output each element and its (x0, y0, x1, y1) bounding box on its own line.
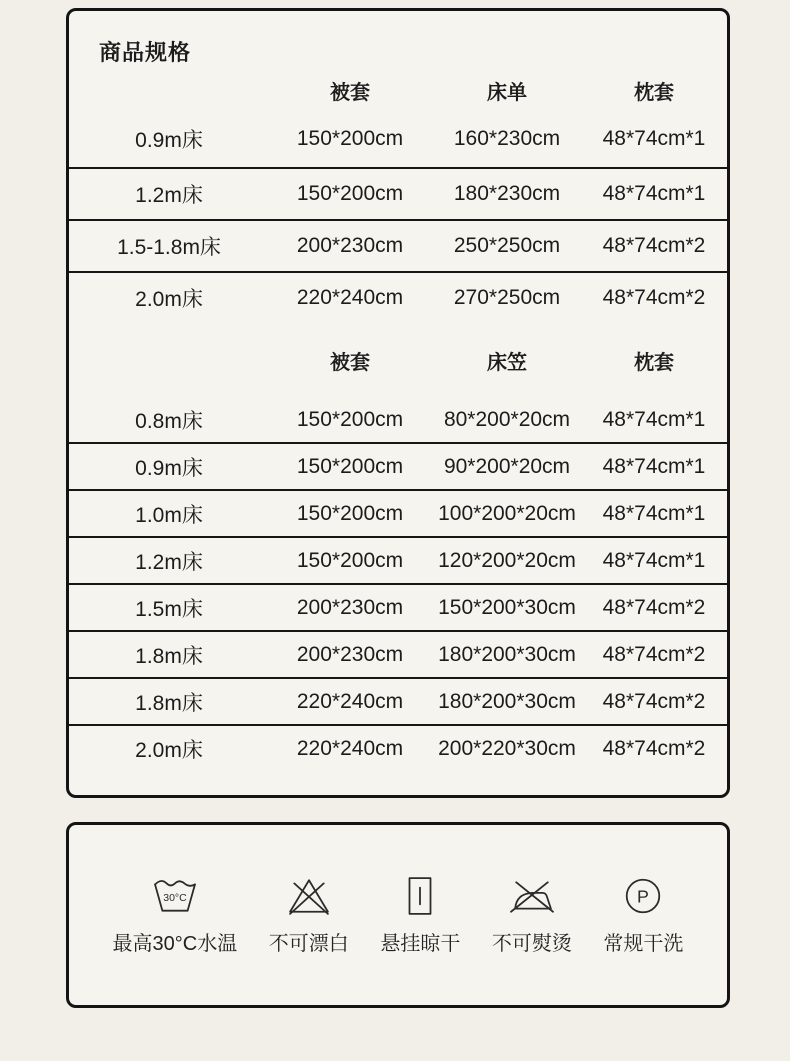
table-row (69, 444, 727, 491)
cell-bed-size: 1.0m床 (135, 503, 203, 527)
cell-duvet-cover: 220*240cm (296, 689, 404, 713)
table-row (69, 169, 727, 221)
cell-duvet-cover: 150*200cm (296, 548, 404, 572)
cell-duvet-cover: 150*200cm (296, 454, 404, 478)
cell-pillowcase: 48*74cm*2 (602, 689, 706, 713)
cell-bed-size: 2.0m床 (135, 738, 203, 762)
cell-duvet-cover: 150*200cm (296, 127, 404, 150)
table-header-row-fitted-set (69, 323, 727, 397)
care-label: 不可熨烫 (491, 933, 572, 955)
cell-pillowcase: 48*74cm*2 (602, 234, 706, 257)
cell-fitted-sheet: 120*200*20cm (438, 548, 576, 572)
table-row (69, 111, 727, 169)
table-row (69, 273, 727, 323)
cell-duvet-cover: 150*200cm (296, 501, 404, 525)
care-item-no-iron (492, 875, 572, 956)
care-label: 常规干洗 (603, 933, 684, 955)
cell-bed-size: 2.0m床 (135, 288, 203, 311)
no-bleach-icon (283, 875, 335, 917)
cell-fitted-sheet: 180*200*30cm (438, 642, 576, 666)
column-header-fitted-sheet: 床笠 (487, 351, 527, 374)
cell-bed-size: 0.9m床 (135, 129, 203, 152)
cell-bed-size: 1.5-1.8m床 (117, 236, 221, 259)
care-icon-row (69, 825, 727, 956)
cell-flat-sheet: 180*230cm (453, 182, 561, 205)
cell-bed-size: 0.8m床 (135, 409, 203, 433)
care-item-max-wash-temp (113, 875, 238, 956)
cell-bed-size: 1.2m床 (135, 550, 203, 574)
column-header-pillowcase: 枕套 (634, 351, 674, 374)
cell-fitted-sheet: 200*220*30cm (438, 736, 576, 760)
cell-flat-sheet: 160*230cm (453, 127, 561, 150)
table-row (69, 679, 727, 726)
cell-bed-size: 1.5m床 (135, 597, 203, 621)
hang-dry-icon (394, 875, 446, 917)
cell-flat-sheet: 250*250cm (453, 234, 561, 257)
care-item-no-bleach (269, 875, 349, 956)
cell-duvet-cover: 200*230cm (296, 234, 404, 257)
cell-fitted-sheet: 180*200*30cm (438, 689, 576, 713)
page-title: 商品规格 (99, 40, 192, 65)
table-header-row-sheet-set (69, 69, 727, 111)
cell-fitted-sheet: 80*200*20cm (443, 407, 571, 431)
table-row (69, 221, 727, 273)
no-iron-icon (506, 875, 558, 917)
column-header-flat-sheet: 床单 (487, 81, 527, 104)
dry-clean-icon-text: P (637, 886, 650, 907)
wash-temp-icon-text: 30°C (163, 892, 187, 905)
cell-bed-size: 1.8m床 (135, 691, 203, 715)
care-item-dry-clean (603, 875, 683, 956)
column-header-duvet-cover: 被套 (330, 351, 370, 374)
cell-bed-size: 1.8m床 (135, 644, 203, 668)
cell-pillowcase: 48*74cm*1 (602, 548, 706, 572)
cell-pillowcase: 48*74cm*1 (602, 127, 706, 150)
cell-pillowcase: 48*74cm*1 (602, 454, 706, 478)
table-row (69, 632, 727, 679)
cell-pillowcase: 48*74cm*2 (602, 736, 706, 760)
cell-pillowcase: 48*74cm*2 (602, 286, 706, 309)
cell-duvet-cover: 200*230cm (296, 642, 404, 666)
care-instructions-panel (66, 822, 730, 1008)
cell-pillowcase: 48*74cm*2 (602, 595, 706, 619)
table-row (69, 585, 727, 632)
cell-fitted-sheet: 100*200*20cm (438, 501, 576, 525)
care-label: 最高30°C水温 (112, 933, 238, 955)
table-row (69, 491, 727, 538)
cell-pillowcase: 48*74cm*1 (602, 182, 706, 205)
cell-duvet-cover: 220*240cm (296, 286, 404, 309)
wash-30-icon (149, 875, 201, 917)
cell-pillowcase: 48*74cm*1 (602, 501, 706, 525)
cell-pillowcase: 48*74cm*1 (602, 407, 706, 431)
spec-table-panel (66, 8, 730, 798)
care-label: 悬挂晾干 (380, 933, 461, 955)
cell-flat-sheet: 270*250cm (453, 286, 561, 309)
cell-duvet-cover: 150*200cm (296, 182, 404, 205)
column-header-duvet-cover: 被套 (330, 81, 370, 104)
column-header-pillowcase: 枕套 (634, 81, 674, 104)
table-row (69, 726, 727, 771)
cell-pillowcase: 48*74cm*2 (602, 642, 706, 666)
cell-bed-size: 1.2m床 (135, 184, 203, 207)
cell-duvet-cover: 220*240cm (296, 736, 404, 760)
cell-bed-size: 0.9m床 (135, 456, 203, 480)
cell-fitted-sheet: 90*200*20cm (443, 454, 571, 478)
care-label: 不可漂白 (268, 933, 349, 955)
cell-duvet-cover: 150*200cm (296, 407, 404, 431)
dry-clean-icon (617, 875, 669, 917)
care-item-hang-dry (380, 875, 460, 956)
table-row (69, 397, 727, 444)
table-row (69, 538, 727, 585)
cell-duvet-cover: 200*230cm (296, 595, 404, 619)
cell-fitted-sheet: 150*200*30cm (438, 595, 576, 619)
